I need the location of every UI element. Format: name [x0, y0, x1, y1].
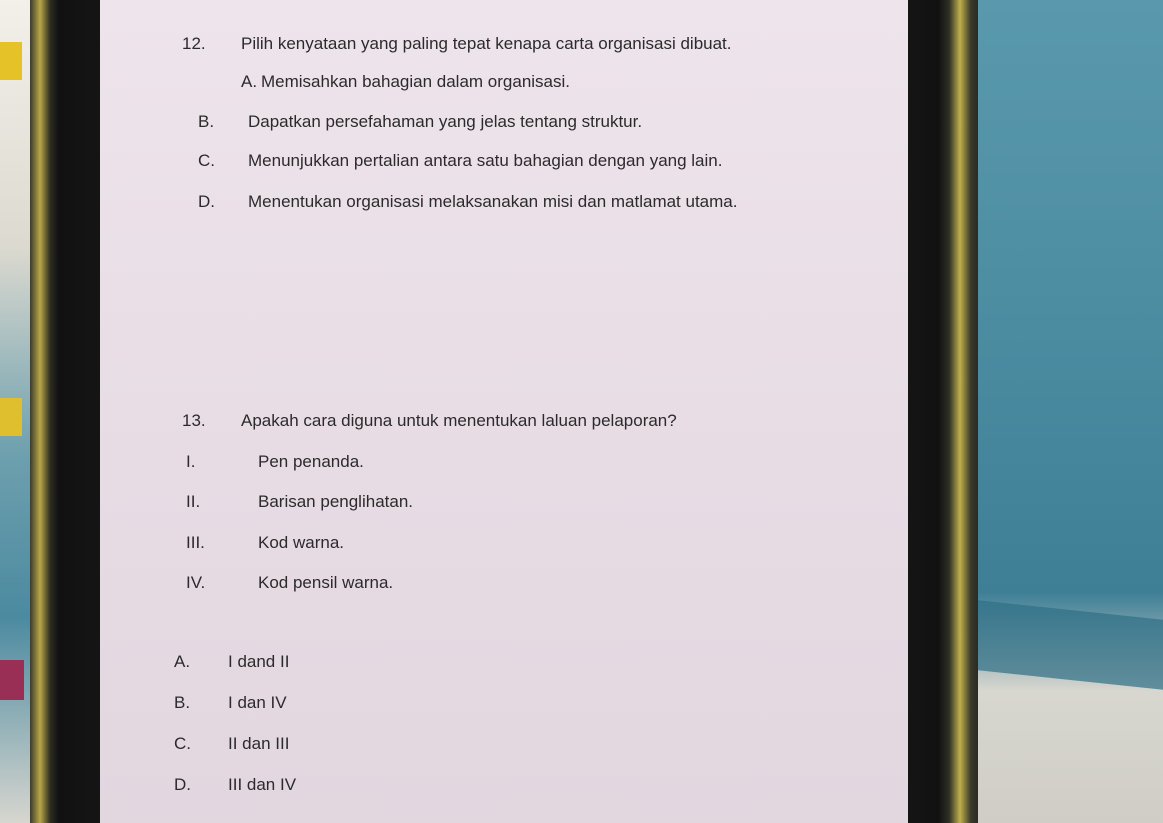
q12-option-b-text: Dapatkan persefahaman yang jelas tentang struktur. — [248, 112, 643, 131]
q13-number: 13. — [182, 411, 206, 430]
q12-option-c-text: Menunjukkan pertalian antara satu bahagian dengan yang lain. — [248, 151, 723, 170]
q13-statement-iv-text: Kod pensil warna. — [258, 573, 394, 592]
background-yellow-patch — [0, 42, 22, 80]
q13-statement-i-roman: I. — [186, 452, 196, 471]
q12-option-a-letter: A. — [241, 72, 258, 91]
phone-bezel-left — [30, 0, 102, 823]
q12-question: Pilih kenyataan yang paling tepat kenapa carta organisasi dibuat. — [241, 34, 732, 53]
q13-statement-iv-roman: IV. — [186, 573, 206, 592]
q13-statement-iii-text: Kod warna. — [258, 533, 344, 552]
q13-statement-ii-text: Barisan penglihatan. — [258, 492, 414, 511]
q13-option-d-letter: D. — [174, 775, 191, 794]
q13-statement-i-text: Pen penanda. — [258, 452, 364, 471]
q13-option-a-text: I dand II — [228, 652, 290, 671]
q12-option-c-letter: C. — [198, 151, 215, 170]
background-yellow-patch — [0, 398, 22, 436]
phone-bezel-right — [906, 0, 978, 823]
q13-option-b-letter: B. — [174, 693, 191, 712]
q13-option-a-letter: A. — [174, 652, 191, 671]
q13-option-b-text: I dan IV — [228, 693, 287, 712]
q12-option-b-letter: B. — [198, 112, 215, 131]
q12-option-d-text: Menentukan organisasi melaksanakan misi dan matlamat utama. — [248, 192, 738, 211]
q13-statement-iii-roman: III. — [186, 533, 205, 552]
q12-option-a-text: Memisahkan bahagian dalam organisasi. — [261, 72, 571, 91]
q13-question: Apakah cara diguna untuk menentukan laluan pelaporan? — [241, 411, 677, 430]
q13-statement-ii-roman: II. — [186, 492, 201, 511]
phone-screen — [100, 0, 908, 823]
q12-option-d-letter: D. — [198, 192, 215, 211]
q13-option-c-text: II dan III — [228, 734, 290, 753]
q12-number: 12. — [182, 34, 206, 53]
background-right — [978, 0, 1163, 823]
q13-option-d-text: III dan IV — [228, 775, 297, 794]
background-magenta-patch — [0, 660, 24, 700]
q13-option-c-letter: C. — [174, 734, 191, 753]
